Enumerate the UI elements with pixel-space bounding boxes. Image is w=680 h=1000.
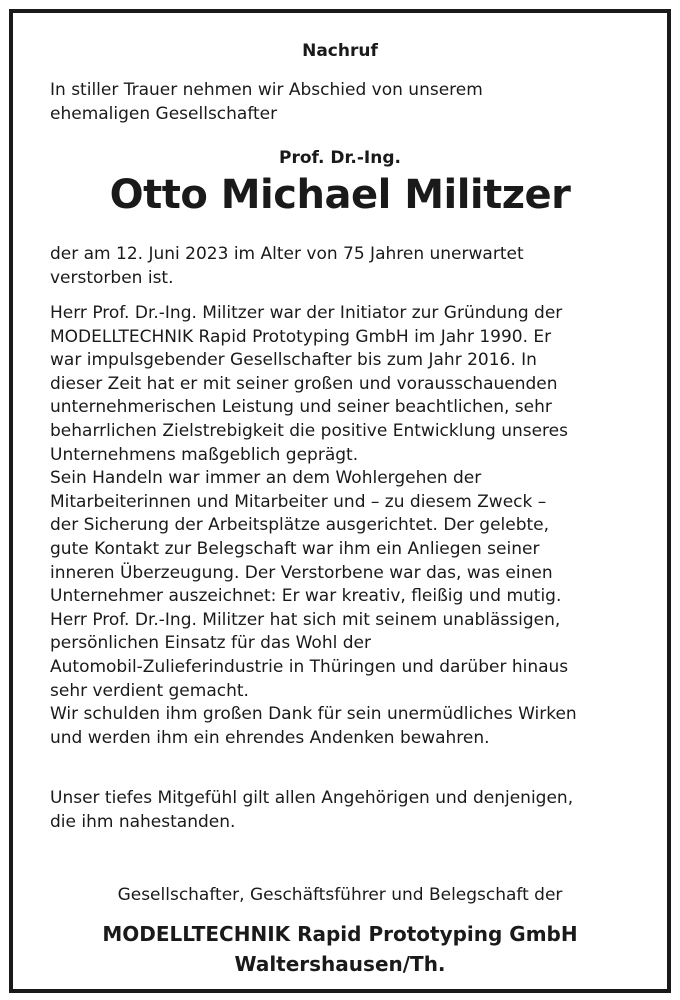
deceased-name: Otto Michael Militzer bbox=[109, 172, 571, 218]
company-signature bbox=[13, 919, 667, 979]
tribute-line: inneren Überzeugung. Der Verstorbene war das, was einen bbox=[50, 562, 553, 583]
tribute-line: MODELLTECHNIK Rapid Prototyping GmbH im Jahr 1990. Er bbox=[50, 326, 552, 347]
intro-text bbox=[50, 78, 650, 126]
company-location: Waltershausen/Th. bbox=[234, 952, 446, 976]
notice-heading: Nachruf bbox=[302, 41, 378, 61]
tribute-line: dieser Zeit hat er mit seiner großen und vorausschauenden bbox=[50, 373, 558, 394]
condolence-text bbox=[50, 786, 660, 834]
tribute-line: gute Kontakt zur Belegschaft war ihm ein Anliegen seiner bbox=[50, 538, 540, 559]
intro-line: ehemaligen Gesellschafter bbox=[50, 104, 278, 124]
obituary-notice bbox=[9, 9, 671, 993]
tribute-line: Unternehmer auszeichnet: Er war kreativ, fleißig und mutig. bbox=[50, 586, 562, 607]
tribute-line: Wir schulden ihm großen Dank für sein unermüdliches Wirken bbox=[50, 704, 577, 725]
condolence-line: Unser tiefes Mitgefühl gilt allen Angehörigen und denjenigen, bbox=[50, 788, 574, 808]
tribute-line: Herr Prof. Dr.-Ing. Militzer war der Initiator zur Gründung der bbox=[50, 303, 563, 323]
tribute-line: Sein Handeln war immer an dem Wohlergehen der bbox=[50, 468, 482, 489]
condolence-line: die ihm nahestanden. bbox=[50, 812, 236, 832]
tribute-line: Automobil-Zulieferindustrie in Thüringen und darüber hinaus bbox=[50, 656, 569, 677]
tribute-line: Mitarbeiterinnen und Mitarbeiter und – zu diesem Zweck – bbox=[50, 491, 547, 512]
tribute-line: und werden ihm ein ehrendes Andenken bewahren. bbox=[50, 727, 490, 748]
tribute-line: sehr verdient gemacht. bbox=[50, 680, 249, 701]
tribute-line: unternehmerischen Leistung und seiner beachtlichen, sehr bbox=[50, 397, 552, 418]
tribute-line: der Sicherung der Arbeitsplätze ausgerichtet. Der gelebte, bbox=[50, 515, 550, 536]
death-line: verstorben ist. bbox=[50, 268, 174, 288]
signers-line: Gesellschafter, Geschäftsführer und Belegschaft der bbox=[117, 885, 563, 905]
intro-line: In stiller Trauer nehmen wir Abschied von unserem bbox=[50, 80, 483, 100]
company-name: MODELLTECHNIK Rapid Prototyping GmbH bbox=[102, 922, 578, 946]
tribute-text bbox=[50, 302, 660, 750]
academic-title: Prof. Dr.-Ing. bbox=[278, 148, 401, 168]
death-statement bbox=[50, 242, 650, 290]
tribute-line: beharrlichen Zielstrebigkeit die positive Entwicklung unseres bbox=[50, 420, 568, 441]
tribute-line: persönlichen Einsatz für das Wohl der bbox=[50, 633, 371, 654]
tribute-line: Herr Prof. Dr.-Ing. Militzer hat sich mit seinem unablässigen, bbox=[50, 609, 561, 630]
tribute-line: Unternehmens maßgeblich geprägt. bbox=[50, 444, 359, 465]
death-line: der am 12. Juni 2023 im Alter von 75 Jahren unerwartet bbox=[50, 244, 524, 264]
tribute-line: war impulsgebender Gesellschafter bis zum Jahr 2016. In bbox=[50, 350, 537, 371]
